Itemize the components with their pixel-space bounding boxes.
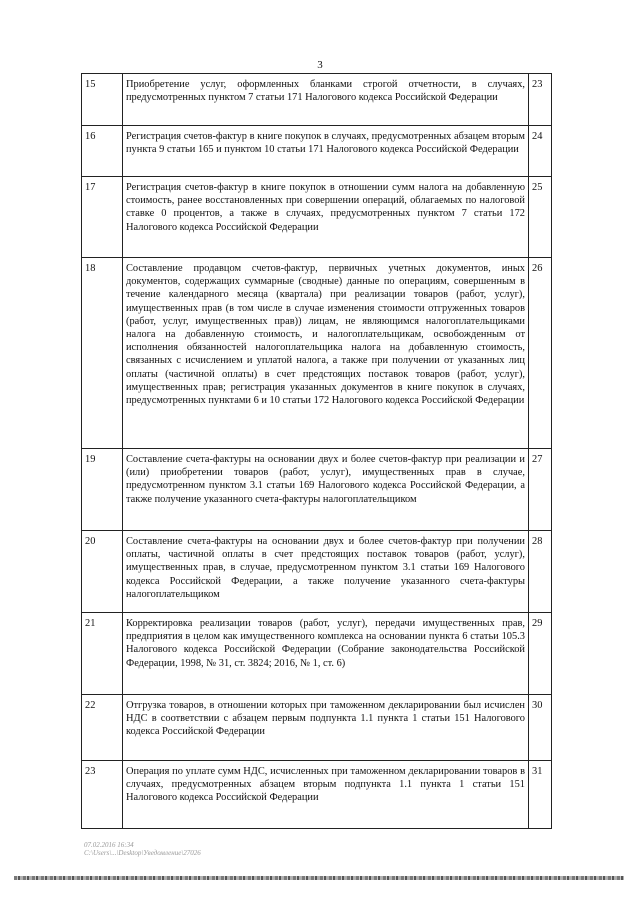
row-description: Составление продавцом счетов-фактур, первичных учетных документов, иных документов, содержащих суммарные (сводные) данные по операциям, совершенным в течение календарного месяца (квартала) при реализации товаров (работ, услуг), имущественных прав (в том числе в случае изменения стоимости отгруженных товаров (работ, услуг, имущественных прав)) лицам, не являющимся налогоплательщиками налога на добавленную стоимость, и налогоплательщикам, освобожденным от исполнения обязанностей налогоплательщика налога на добавленную стоимость, связанных с исчислением и уплатой налога, а также при получении от указанных лиц оплаты (частичной оплаты) в счет предстоящих поставок товаров (работ, услуг), имущественных прав; регистрация указанных документов в книге покупок в случаях, предусмотренных пунктами 6 и 10 статьи 172 Налогового кодекса Российской Федерации	[123, 258, 529, 449]
row-number: 31	[529, 761, 552, 829]
row-description: Приобретение услуг, оформленных бланками строгой отчетности, в случаях, предусмотренных пунктом 7 статьи 171 Налогового кодекса Российской Федерации	[123, 74, 529, 126]
row-code: 20	[82, 531, 123, 613]
table-row	[82, 761, 552, 829]
row-number: 28	[529, 531, 552, 613]
row-number: 23	[529, 74, 552, 126]
row-code: 23	[82, 761, 123, 829]
row-code: 15	[82, 74, 123, 126]
row-number: 24	[529, 126, 552, 177]
row-code: 16	[82, 126, 123, 177]
row-code: 22	[82, 695, 123, 761]
row-description: Составление счета-фактуры на основании двух и более счетов-фактур при получении оплаты, частичной оплаты в счет предстоящих поставок товаров (работ, услуг), имущественных прав, в случае, предусмотренном пунктом 3.1 статьи 169 Налогового кодекса Российской Федерации, а также получение указанного счета-фактуры налогоплательщиком	[123, 531, 529, 613]
document-stamp	[84, 841, 201, 857]
row-description: Составление счета-фактуры на основании двух и более счетов-фактур при реализации и (или) приобретении товаров (работ, услуг), имущественных прав в случае, предусмотренном пунктом 3.1 статьи 169 Налогового кодекса Российской Федерации, а также получение указанного счета-фактуры налогоплательщиком	[123, 449, 529, 531]
operation-codes-table	[81, 73, 552, 829]
row-description: Регистрация счетов-фактур в книге покупок в отношении сумм налога на добавленную стоимость, ранее восстановленных при совершении операций, облагаемых по налоговой ставке 0 процентов, а также в случаях, предусмотренных пунктом 7 статьи 172 Налогового кодекса Российской Федерации	[123, 177, 529, 258]
table-row	[82, 695, 552, 761]
row-description: Операция по уплате сумм НДС, исчисленных при таможенном декларировании товаров в случаях, предусмотренных абзацем вторым подпункта 1.1 пункта 1 статьи 151 Налогового кодекса Российской Федерации	[123, 761, 529, 829]
row-number: 25	[529, 177, 552, 258]
table-row	[82, 258, 552, 449]
row-code: 21	[82, 613, 123, 695]
row-code: 19	[82, 449, 123, 531]
table-row	[82, 531, 552, 613]
row-number: 29	[529, 613, 552, 695]
row-number: 26	[529, 258, 552, 449]
row-code: 18	[82, 258, 123, 449]
stamp-date: 07.02.2016 16:34	[84, 841, 134, 849]
row-description: Отгрузка товаров, в отношении которых при таможенном декларировании был исчислен НДС в соответствии с абзацем первым подпункта 1.1 пункта 1 статьи 151 Налогового кодекса Российской Федерации	[123, 695, 529, 761]
scan-edge-strip	[14, 876, 624, 880]
table-row	[82, 177, 552, 258]
stamp-path: С:\Users\...\Desktop\Уведомление\27026	[84, 849, 201, 857]
row-number: 27	[529, 449, 552, 531]
table-row	[82, 126, 552, 177]
page-number: 3	[317, 59, 323, 71]
table-row	[82, 74, 552, 126]
row-description: Регистрация счетов-фактур в книге покупок в случаях, предусмотренных абзацем вторым пункта 9 статьи 165 и пунктом 10 статьи 171 Налогового кодекса Российской Федерации	[123, 126, 529, 177]
row-code: 17	[82, 177, 123, 258]
row-description: Корректировка реализации товаров (работ, услуг), передачи имущественных прав, предприятия в целом как имущественного комплекса на основании пункта 6 статьи 105.3 Налогового кодекса Российской Федерации (Собрание законодательства Российской Федерации, 1998, № 31, ст. 3824; 2016, № 1, ст. 6)	[123, 613, 529, 695]
row-number: 30	[529, 695, 552, 761]
table-row	[82, 613, 552, 695]
table-row	[82, 449, 552, 531]
